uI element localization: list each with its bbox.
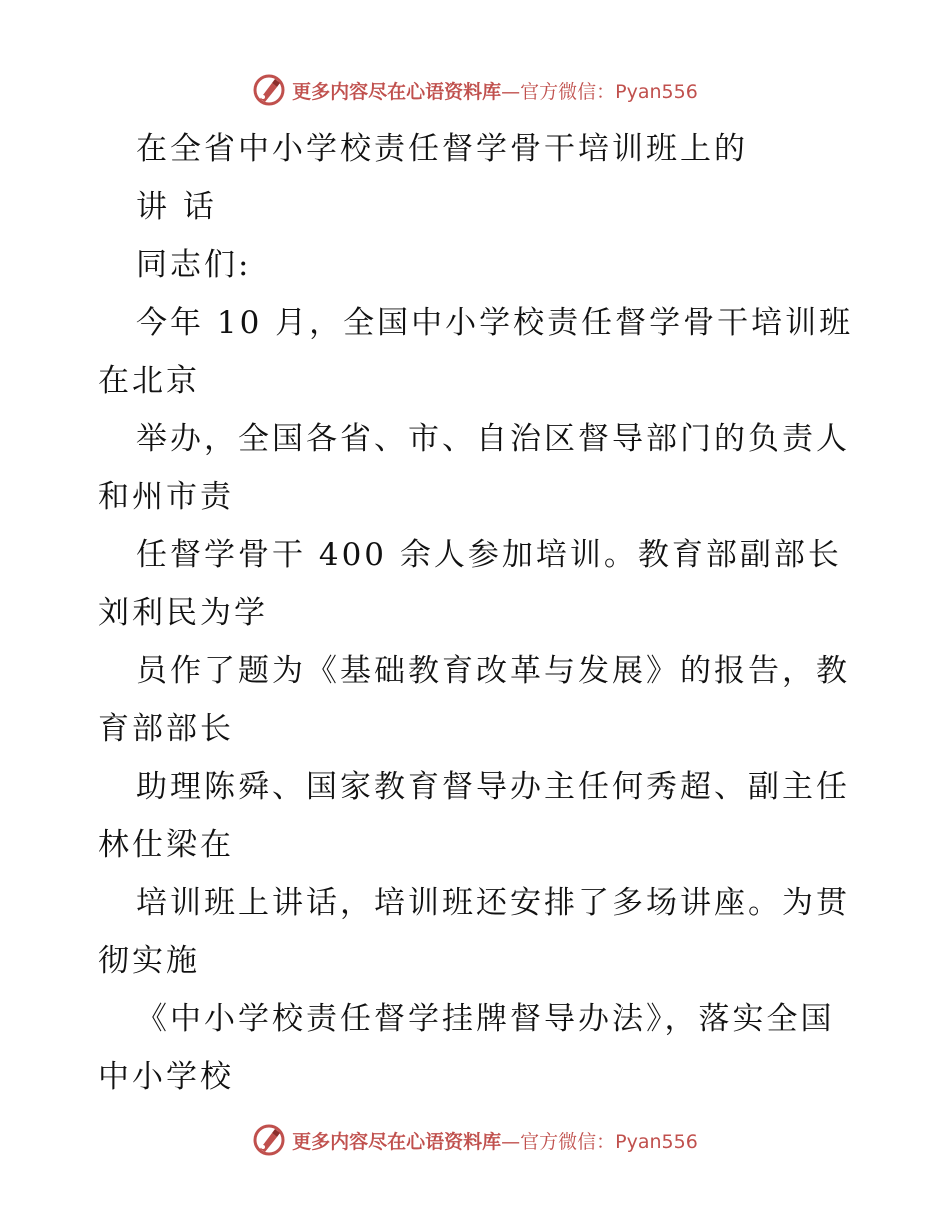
document-line: 同志们: — [136, 247, 252, 283]
document-line: 任督学骨干 400 余人参加培训。教育部副部长 — [136, 537, 842, 573]
document-line: 讲 话 — [136, 189, 217, 225]
pen-logo-icon — [252, 1123, 286, 1157]
watermark-content — [252, 1123, 698, 1157]
watermark-text — [292, 77, 698, 104]
header-watermark — [0, 70, 950, 110]
footer-watermark — [0, 1120, 950, 1160]
document-line: 助理陈舜、国家教育督导办主任何秀超、副主任 — [136, 769, 850, 805]
watermark-separator: — — [501, 1130, 521, 1153]
document-line: 培训班上讲话，培训班还安排了多场讲座。为贯 — [136, 885, 850, 921]
document-line: 育部部长 — [98, 711, 234, 747]
watermark-main-text: 更多内容尽在心语资料库 — [292, 80, 502, 103]
document-line: 林仕梁在 — [98, 827, 234, 863]
document-line: 刘利民为学 — [98, 595, 268, 631]
document-line: 在全省中小学校责任督学骨干培训班上的 — [136, 131, 748, 167]
pen-logo-icon — [252, 73, 286, 107]
watermark-wechat-text: 官方微信：Pyan556 — [520, 1130, 698, 1153]
watermark-wechat-text: 官方微信：Pyan556 — [520, 80, 698, 103]
document-line: 举办，全国各省、市、自治区督导部门的负责人 — [136, 421, 850, 457]
document-line: 中小学校 — [98, 1059, 234, 1095]
watermark-content — [252, 73, 698, 107]
document-line: 员作了题为《基础教育改革与发展》的报告，教 — [136, 653, 850, 689]
document-line: 在北京 — [98, 363, 200, 399]
document-line: 彻实施 — [98, 943, 200, 979]
document-line: 《中小学校责任督学挂牌督导办法》，落实全国 — [136, 1001, 835, 1037]
document-body — [98, 120, 858, 1106]
watermark-text — [292, 1127, 698, 1154]
document-line: 今年 10 月，全国中小学校责任督学骨干培训班 — [136, 305, 854, 341]
watermark-separator: — — [501, 80, 521, 103]
watermark-main-text: 更多内容尽在心语资料库 — [292, 1130, 502, 1153]
document-line: 和州市责 — [98, 479, 234, 515]
